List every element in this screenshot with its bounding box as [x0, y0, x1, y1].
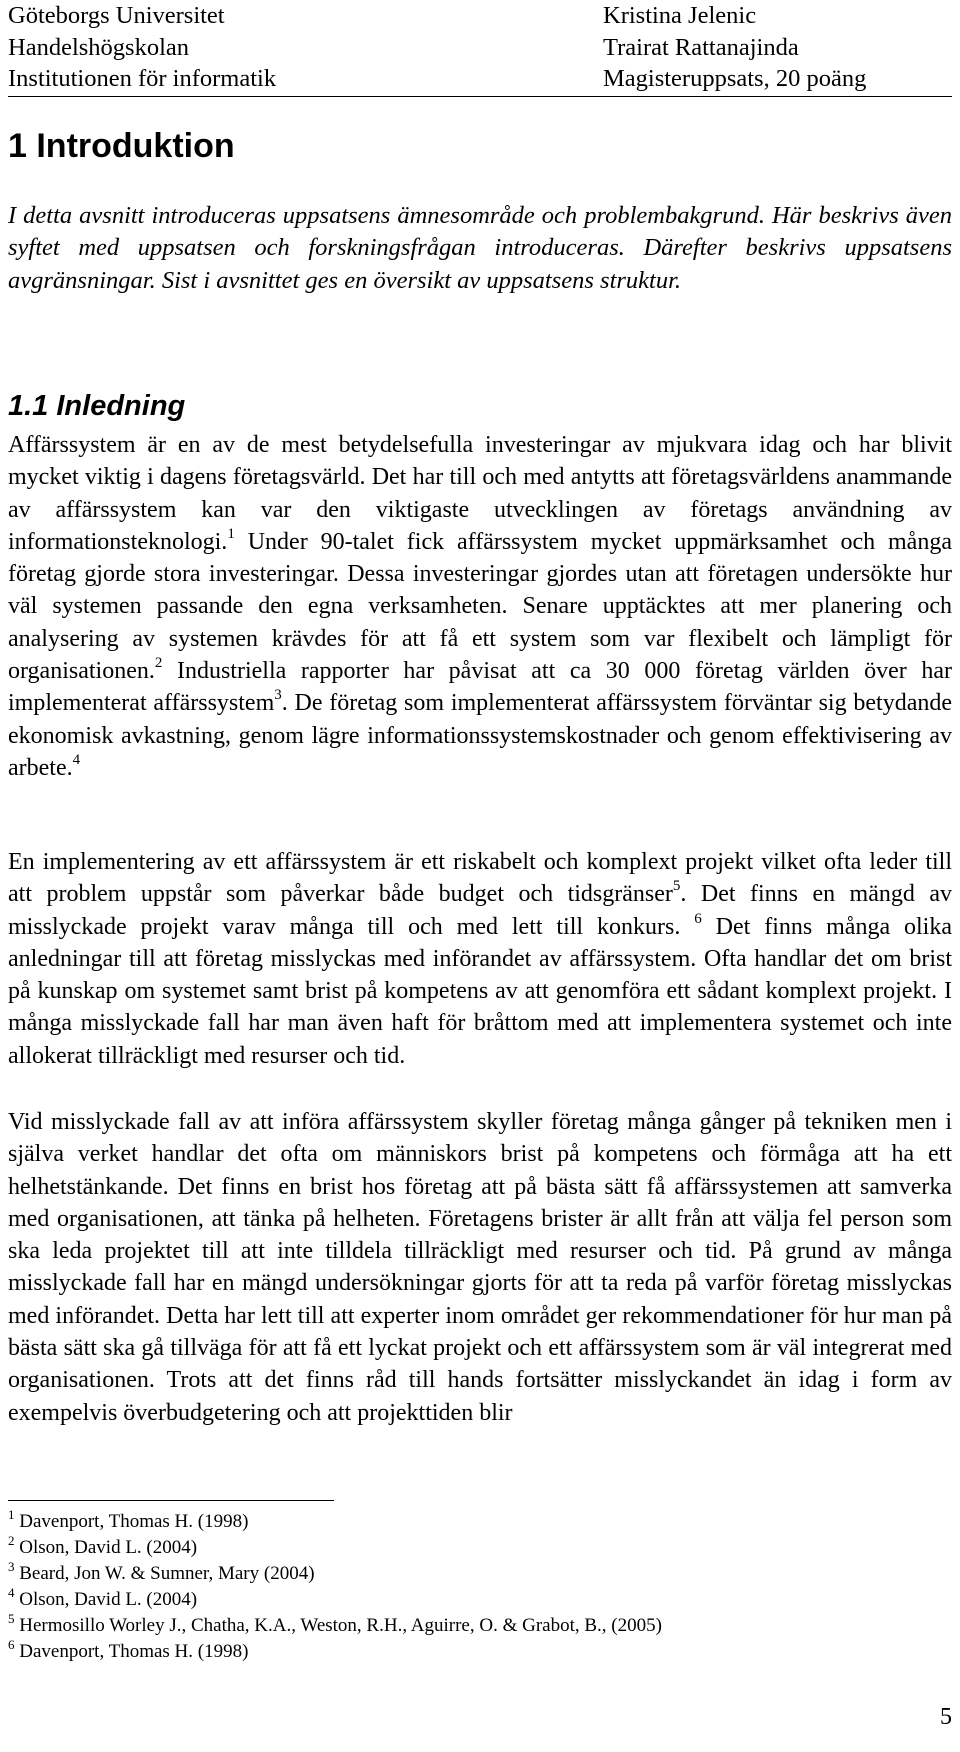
footnote-text: Olson, David L. (2004) [14, 1537, 198, 1558]
paragraph-1-text-1: Affärssystem är en av de mest betydelsefulla investeringar av mjukvara idag och har blivit mycket viktig i dagens företagsvärld. Det har till och med antytts att företagsvärldens anammande av affärssystem kan var den viktigaste utvecklingen av företags användning av informationsteknologi. [8, 432, 952, 555]
footnote-ref-2: 2 [154, 655, 163, 672]
paragraph-1 [8, 429, 952, 784]
footnote-divider [8, 1500, 334, 1501]
chapter-title: 1 Introduktion [8, 127, 235, 165]
paragraph-1-text-4: . De företag som implementerat affärssystem förväntar sig betydande ekonomisk avkastning, genom lägre informationssystemskostnader och genom effektivisering av arbete. [8, 690, 952, 781]
page-header [8, 0, 952, 97]
header-left [8, 0, 276, 95]
paragraph-1-text-2: Under 90-talet fick affärssystem mycket uppmärksamhet och många företag gjorde stora investeringar. Dessa investeringar gjordes utan att företagen undersökte hur väl systemen passande den egna verksamheten. Senare upptäcktes att mer planering och analysering av systemen krävdes för att få ett system som var flexibelt och lämpligt för organisationen. [8, 528, 952, 685]
paragraph-2 [8, 846, 952, 1072]
page-number: 5 [940, 1704, 952, 1730]
footnote-ref-3: 3 [274, 687, 282, 704]
header-school: Handelshögskolan [8, 33, 189, 61]
paragraph-2-text-2: . Det finns en mängd av misslyckade projekt varav många till och med lett till konkurs. [8, 881, 952, 940]
header-right [603, 0, 866, 95]
header-author-2: Trairat Rattanajinda [603, 33, 799, 61]
footnote-text: Davenport, Thomas H. (1998) [14, 1511, 249, 1532]
footnote-number: 1 [8, 1506, 15, 1522]
footnote-text: Davenport, Thomas H. (1998) [14, 1641, 249, 1662]
footnote-text: Hermosillo Worley J., Chatha, K.A., Weston, R.H., Aguirre, O. & Grabot, B., (2005) [14, 1615, 662, 1636]
footnote-item [8, 1610, 662, 1639]
footnote-number: 6 [8, 1636, 15, 1652]
footnote-ref-5: 5 [672, 878, 681, 895]
footnote-ref-6: 6 [694, 910, 702, 927]
footnote-item [8, 1506, 662, 1535]
footnote-text: Beard, Jon W. & Sumner, Mary (2004) [14, 1563, 315, 1584]
header-department: Institutionen för informatik [8, 65, 277, 92]
footnote-item [8, 1532, 662, 1561]
footnote-number: 5 [8, 1610, 15, 1626]
document-page [8, 0, 952, 1730]
paragraph-3: Vid misslyckade fall av att införa affärssystem skyller företag många gånger på tekniken men i själva verket handlar det ofta om människors brist på kompetens och förmåga att ha ett helhetstänkande. Det finns en brist hos företag att på bästa sätt få affärssystemen att samverka med organisationen, att tänka på helheten. Företagens brister är allt från att välja fel person som ska leda projektet till att inte tilldela tillräckligt med resurser och tid. På grund av många misslyckade fall har en mängd undersökningar gjorts för att ta reda på varför företag misslyckas med införandet. Detta har lett till att experter inom området ger rekommendationer för hur man på bästa sätt ska gå tillväga för att få ett lyckat projekt och ett affärssystem som är väl integrerat med organisationen. Trots att det finns råd till hands fortsätter misslyckandet än idag i form av exempelvis överbudgetering och att projekttiden blir [8, 1109, 952, 1426]
paragraph-1-text-3: Industriella rapporter har påvisat att ca 30 000 företag världen över har implementerat affärssystem [8, 658, 952, 717]
footnote-ref-4: 4 [72, 751, 81, 768]
paragraph-2-text-1: En implementering av ett affärssystem är ett riskabelt och komplext projekt vilket ofta leder till att problem uppstår som påverkar både budget och tidsgränser [8, 849, 952, 908]
chapter-intro: I detta avsnitt introduceras uppsatsens ämnesområde och problembakgrund. Här beskrivs även syftet med uppsatsen och forskningsfrågan introduceras. Därefter beskrivs uppsatsens avgränsningar. Sist i avsnittet ges en översikt av uppsatsens struktur. [8, 202, 952, 294]
footnote-number: 3 [8, 1558, 15, 1574]
footnote-item [8, 1558, 662, 1587]
section-title: 1.1 Inledning [8, 390, 186, 422]
header-thesis-type: Magisteruppsats, 20 poäng [603, 65, 867, 92]
footnote-item [8, 1636, 662, 1665]
footnote-text: Olson, David L. (2004) [14, 1589, 198, 1610]
header-author-1: Kristina Jelenic [603, 2, 757, 29]
footnote-number: 2 [8, 1532, 15, 1548]
footnotes-list [8, 1506, 662, 1665]
footnote-item [8, 1584, 662, 1613]
footnote-number: 4 [8, 1584, 15, 1600]
footnote-ref-1: 1 [227, 525, 235, 542]
header-university: Göteborgs Universitet [8, 2, 225, 29]
paragraph-2-text-3: Det finns många olika anledningar till att företag misslyckas med införandet av affärssystem. Ofta handlar det om brist på kunskap om systemet samt brist på kompetens av att genomföra ett sådant komplext projekt. I många misslyckade fall har man även haft för bråttom med att implementera systemet och inte allokerat tillräckligt med resurser och tid. [8, 913, 952, 1069]
